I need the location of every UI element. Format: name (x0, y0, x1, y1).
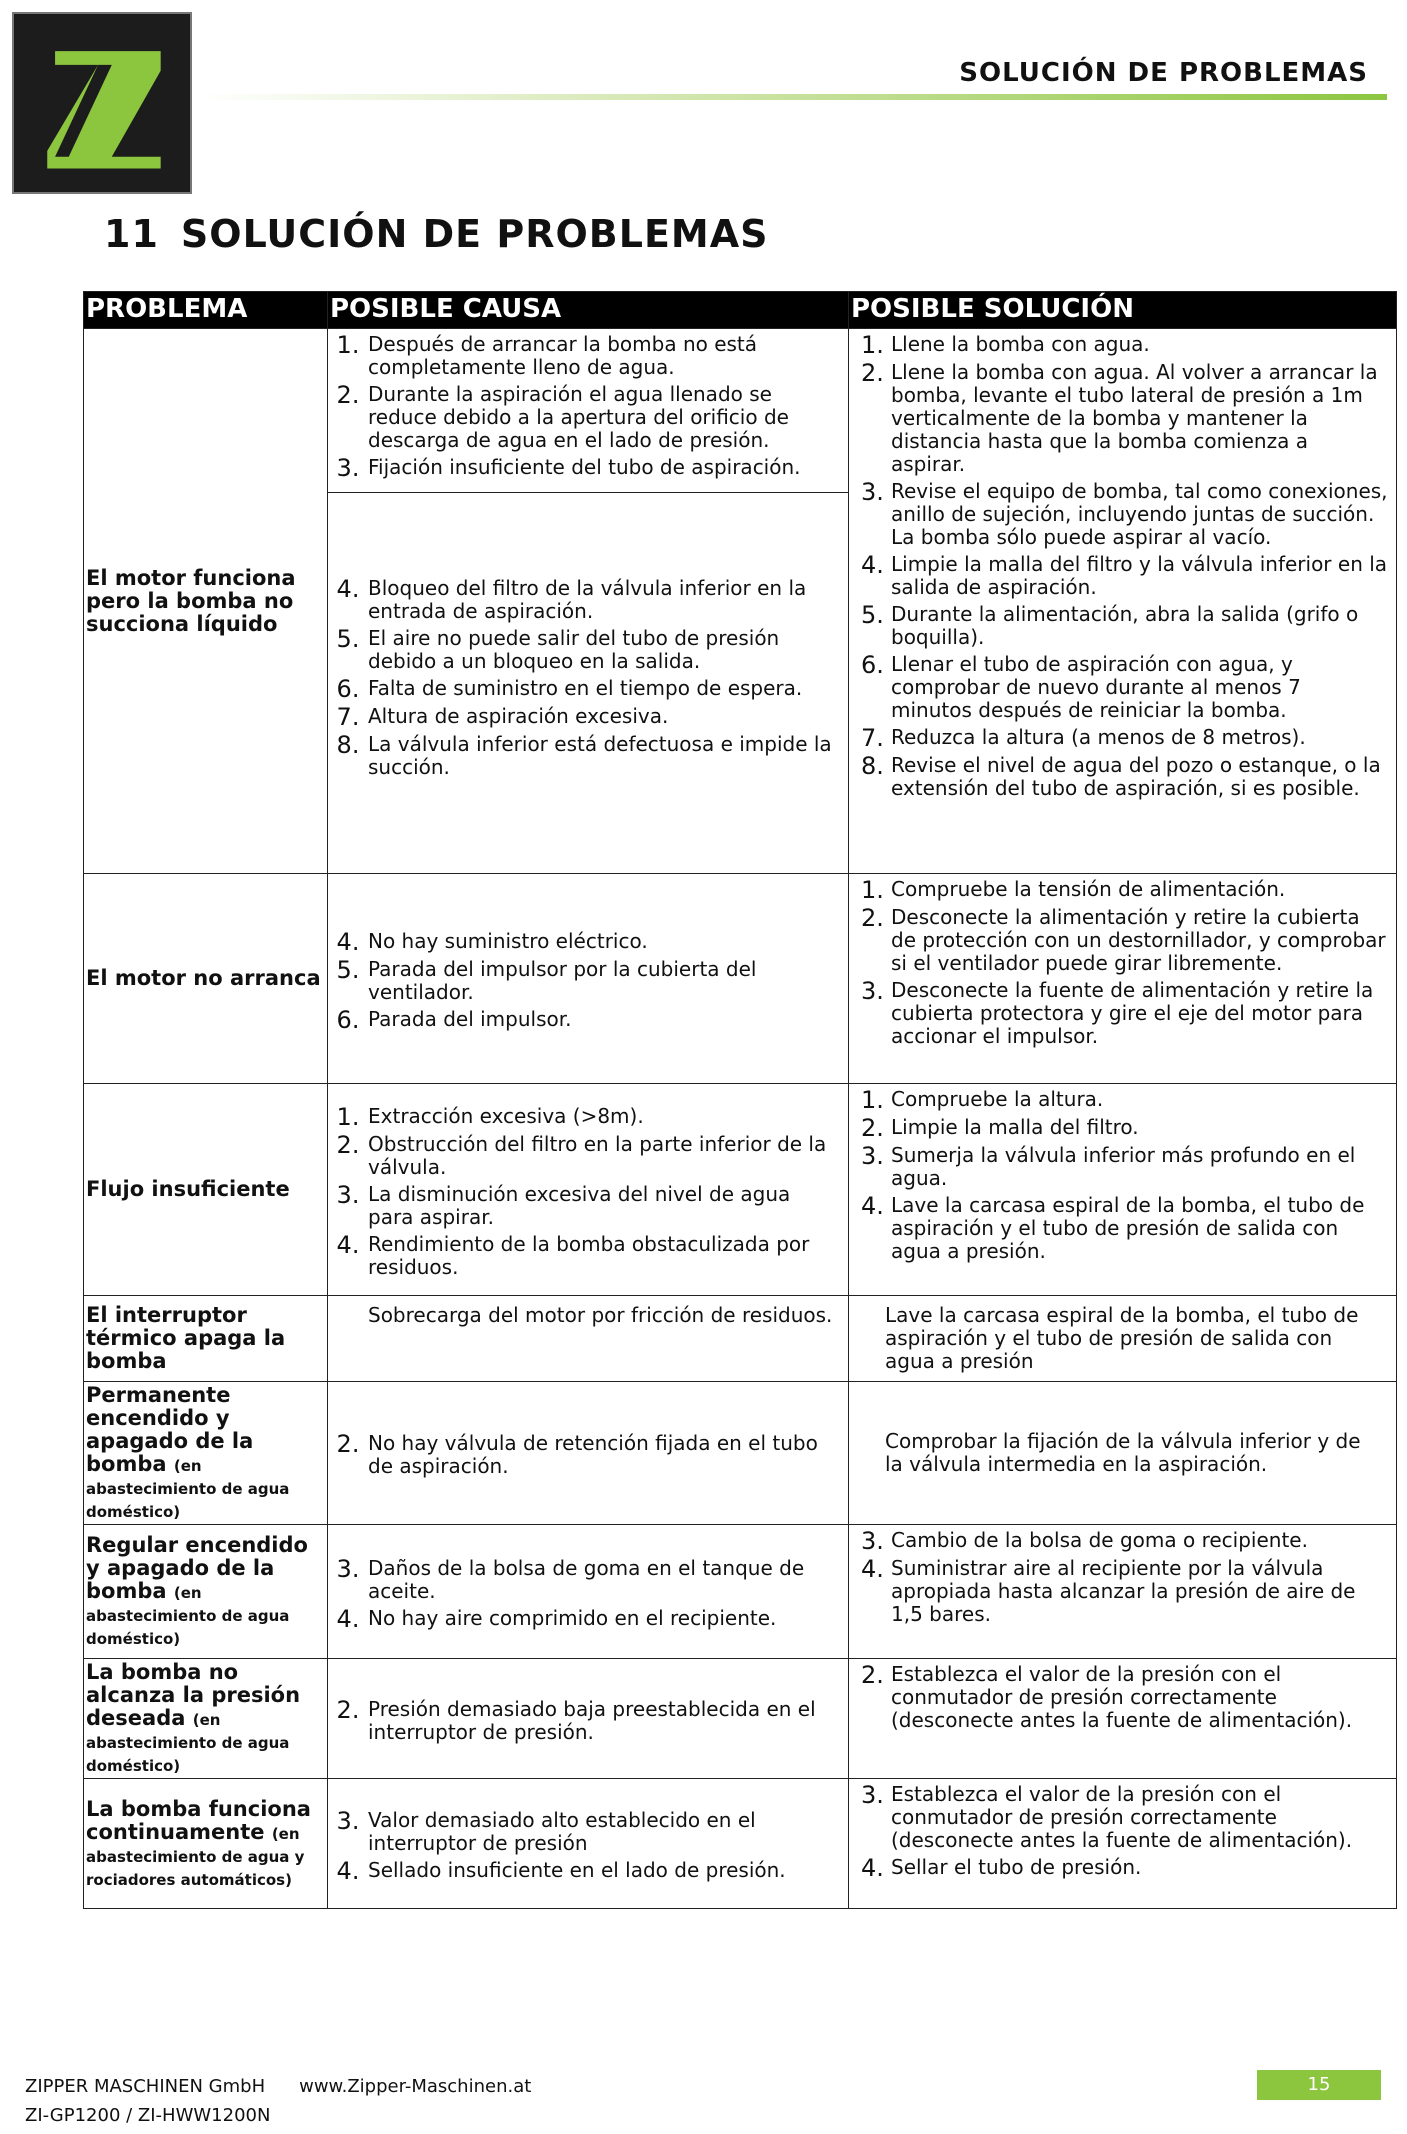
cause-cell (328, 1382, 849, 1525)
cause-spacer (328, 493, 848, 573)
cause-item (328, 333, 848, 379)
cause-text: Altura de aspiración excesiva. (368, 704, 669, 728)
solution-item (849, 1783, 1396, 1852)
solution-number: 3. (861, 478, 884, 506)
problem-note: (en abastecimiento de agua doméstico) (86, 1711, 290, 1775)
problem-note: (en abastecimiento de agua y rociadores automáticos) (86, 1824, 305, 1889)
table-row (84, 329, 1397, 874)
solution-number: 3. (861, 977, 884, 1005)
solution-text: Durante la alimentación, abra la salida (grifo o boquilla). (891, 602, 1359, 649)
cause-text: La válvula inferior está defectuosa e impide la succión. (368, 732, 832, 779)
problem-cell (84, 874, 328, 1084)
solution-item (849, 1663, 1396, 1732)
solution-number: 6. (861, 651, 884, 679)
footer-model: ZI-GP1200 / ZI-HWW1200N (25, 2105, 271, 2126)
table-row (84, 874, 1397, 1084)
cause-text: Falta de suministro en el tiempo de espera. (368, 676, 803, 700)
cause-item (328, 705, 848, 729)
solution-number: 4. (861, 1854, 884, 1882)
solution-number: 3. (861, 1527, 884, 1555)
cause-item (328, 1180, 848, 1229)
cause-text: La disminución excesiva del nivel de agua para aspirar. (368, 1181, 791, 1229)
solution-number: 2. (861, 1661, 884, 1689)
cause-text: Obstrucción del filtro en la parte inferior de la válvula. (368, 1131, 827, 1179)
cause-item (328, 955, 848, 1004)
footer-company-line (25, 2076, 531, 2097)
solution-item (849, 653, 1396, 722)
solution-item (849, 553, 1396, 599)
solution-item (849, 754, 1396, 800)
cause-item (328, 927, 848, 956)
problem-text: El motor funciona pero la bomba no succiona líquido (86, 565, 296, 636)
table-row (84, 1779, 1397, 1909)
solution-text: Limpie la malla del filtro. (891, 1115, 1139, 1139)
cause-text: Bloqueo del filtro de la válvula inferior en la entrada de aspiración. (368, 576, 807, 623)
solution-text: Reduzca la altura (a menos de 8 metros). (891, 725, 1306, 749)
solution-text: Llene la bomba con agua. Al volver a arrancar la bomba, levante el tubo lateral de presión a 1m verticalmente de la bomba y mantener la distancia hasta que la bomba comienza a aspirar. (891, 360, 1378, 476)
footer-website[interactable]: www.Zipper-Maschinen.at (299, 2076, 532, 2097)
cause-number: 3. (336, 454, 360, 482)
cause-text: Fijación insuficiente del tubo de aspiración. (368, 455, 801, 479)
solution-text: Lave la carcasa espiral de la bomba, el tubo de aspiración y el tubo de presión de salida con agua a presión (885, 1303, 1359, 1373)
solution-text: Llenar el tubo de aspiración con agua, y comprobar de nuevo durante al menos 7 minutos después de reiniciar la bomba. (891, 652, 1301, 722)
solution-text: Compruebe la altura. (891, 1087, 1104, 1111)
solution-cell (849, 874, 1397, 1084)
solution-cell (849, 1525, 1397, 1659)
cause-text: No hay válvula de retención fijada en el tubo de aspiración. (368, 1431, 818, 1478)
solution-item (849, 1856, 1396, 1880)
solution-number: 2. (861, 359, 884, 387)
cause-text: Extracción excesiva (>8m). (368, 1103, 644, 1128)
section-title (104, 212, 769, 256)
solution-item (849, 1088, 1396, 1112)
problem-cell (84, 1525, 328, 1659)
problem-cell (84, 1296, 328, 1382)
table-row (84, 1525, 1397, 1659)
solution-text: Llene la bomba con agua. (891, 332, 1150, 356)
cause-item (328, 1554, 848, 1603)
solution-item (849, 979, 1396, 1048)
cause-text: Después de arrancar la bomba no está completamente lleno de agua. (368, 332, 758, 379)
cause-item (328, 733, 848, 779)
problem-text: Regular encendido y apagado de la bomba (86, 1533, 308, 1603)
problem-text: El motor no arranca (86, 966, 321, 990)
solution-item (849, 1194, 1396, 1263)
cause-number: 7. (336, 703, 360, 731)
cause-number: 6. (336, 1005, 360, 1034)
cause-number: 3. (336, 1180, 360, 1209)
troubleshooting-table (83, 291, 1397, 1909)
solution-text: Limpie la malla del filtro y la válvula inferior en la salida de aspiración. (891, 552, 1388, 599)
problem-cell (84, 329, 328, 874)
solution-item (849, 1116, 1396, 1140)
solution-item (849, 361, 1396, 476)
cause-text: Sellado insuficiente en el lado de presión. (368, 1857, 786, 1882)
table-row (84, 1659, 1397, 1779)
solution-text: Sumerja la válvula inferior más profundo en el agua. (891, 1143, 1356, 1190)
cause-item (328, 1102, 848, 1131)
cause-text: Rendimiento de la bomba obstaculizada por residuos. (368, 1231, 810, 1279)
solution-item (849, 878, 1396, 902)
solution-cell (849, 1084, 1397, 1296)
header-cause: POSIBLE CAUSA (328, 292, 849, 329)
cause-item (328, 627, 848, 673)
cause-number: 2. (336, 381, 360, 409)
solution-cell (849, 1382, 1397, 1525)
solution-text: Establezca el valor de la presión con el conmutador de presión correctamente (desconecte antes la fuente de alimentación). (891, 1662, 1353, 1732)
solution-number: 2. (861, 904, 884, 932)
cause-number: 2. (336, 1130, 360, 1159)
solution-number: 1. (861, 331, 884, 359)
solution-cell (849, 329, 1397, 874)
solution-item (849, 1557, 1396, 1626)
cause-item (328, 383, 848, 452)
cause-text: Sobrecarga del motor por fricción de residuos. (368, 1303, 833, 1327)
problem-note: (en abastecimiento de agua doméstico) (86, 1584, 290, 1648)
cause-item (328, 1432, 848, 1478)
solution-text: Desconecte la alimentación y retire la cubierta de protección con un destornillador, y comprobar si el ventilador puede girar libremente. (891, 905, 1386, 975)
cause-cell (328, 1296, 849, 1382)
zipper-logo (12, 12, 192, 194)
cause-number: 4. (336, 1230, 360, 1259)
cause-item (328, 677, 848, 701)
cause-number: 6. (336, 675, 360, 703)
solution-text: Sellar el tubo de presión. (891, 1855, 1142, 1879)
cause-text: Daños de la bolsa de goma en el tanque de aceite. (368, 1555, 805, 1603)
solution-text: Lave la carcasa espiral de la bomba, el tubo de aspiración y el tubo de presión de salida con agua a presión. (891, 1193, 1365, 1263)
solution-number: 1. (861, 876, 884, 904)
header-solution: POSIBLE SOLUCIÓN (849, 292, 1397, 329)
cause-text: Presión demasiado baja preestablecida en el interruptor de presión. (368, 1696, 816, 1744)
solution-cell (849, 1779, 1397, 1909)
solution-number: 4. (861, 1555, 884, 1583)
solution-item (849, 726, 1396, 750)
cause-number: 2. (336, 1695, 360, 1724)
solution-text: Establezca el valor de la presión con el conmutador de presión correctamente (desconecte antes la fuente de alimentación). (891, 1782, 1353, 1852)
cause-text: Valor demasiado alto establecido en el interruptor de presión (368, 1807, 756, 1855)
table-row (84, 1382, 1397, 1525)
cause-text: Parada del impulsor. (368, 1006, 572, 1031)
solution-number: 7. (861, 724, 884, 752)
cause-cell (328, 1525, 849, 1659)
cause-item (328, 1806, 848, 1855)
table-header-row (84, 292, 1397, 329)
cause-cell (328, 1084, 849, 1296)
page-number: 15 (1257, 2070, 1381, 2100)
solution-item (849, 1144, 1396, 1190)
cause-number: 1. (336, 331, 360, 359)
solution-text: Cambio de la bolsa de goma o recipiente. (891, 1528, 1308, 1552)
problem-text: La bomba no alcanza la presión deseada (86, 1660, 301, 1730)
header-title: SOLUCIÓN DE PROBLEMAS (959, 58, 1368, 88)
solution-text: Compruebe la tensión de alimentación. (891, 877, 1286, 901)
solution-number: 3. (861, 1781, 884, 1809)
problem-text: La bomba funciona continuamente (86, 1796, 311, 1844)
solution-cell (849, 1296, 1397, 1382)
cause-text: No hay suministro eléctrico. (368, 928, 648, 953)
cause-text: El aire no puede salir del tubo de presión debido a un bloqueo en la salida. (368, 626, 780, 673)
footer-company: ZIPPER MASCHINEN GmbH (25, 2076, 266, 2097)
problem-text: El interruptor térmico apaga la bomba (86, 1303, 286, 1373)
solution-number: 4. (861, 551, 884, 579)
cause-number: 4. (336, 1604, 360, 1633)
solution-number: 2. (861, 1114, 884, 1142)
solution-item (849, 480, 1396, 549)
section-number: 11 (104, 212, 159, 256)
cause-item (328, 1005, 848, 1034)
cause-number: 5. (336, 625, 360, 653)
cause-item (328, 456, 848, 480)
problem-cell (84, 1084, 328, 1296)
cause-number: 4. (336, 927, 360, 956)
solution-item (849, 1529, 1396, 1553)
table-row (84, 1084, 1397, 1296)
cause-number: 2. (336, 1430, 360, 1458)
header-problem: PROBLEMA (84, 292, 328, 329)
cause-item (328, 1230, 848, 1279)
zipper-z-logo-icon (14, 14, 190, 192)
cause-cell (328, 329, 849, 874)
problem-cell (84, 1382, 328, 1525)
solution-number: 8. (861, 752, 884, 780)
solution-text: Desconecte la fuente de alimentación y retire la cubierta protectora y gire el eje del motor para accionar el impulsor. (891, 978, 1374, 1048)
solution-text: Comprobar la fijación de la válvula inferior y de la válvula intermedia en la aspiración. (885, 1429, 1361, 1476)
cause-item (328, 1695, 848, 1744)
problem-text: Flujo insuficiente (86, 1177, 290, 1201)
problem-note: (en abastecimiento de agua doméstico) (86, 1457, 290, 1521)
cause-number: 3. (336, 1554, 360, 1583)
cause-number: 4. (336, 1856, 360, 1885)
cause-item (328, 577, 848, 623)
cause-text: Parada del impulsor por la cubierta del ventilador. (368, 956, 757, 1004)
cause-number: 3. (336, 1806, 360, 1835)
header-divider (200, 94, 1387, 100)
cause-cell (328, 874, 849, 1084)
cause-number: 4. (336, 575, 360, 603)
cause-number: 1. (336, 1102, 360, 1131)
solution-cell (849, 1659, 1397, 1779)
cause-number: 5. (336, 955, 360, 984)
cause-cell (328, 1779, 849, 1909)
cause-item (328, 1856, 848, 1885)
solution-number: 5. (861, 601, 884, 629)
solution-item (849, 603, 1396, 649)
problem-cell (84, 1659, 328, 1779)
problem-cell (84, 1779, 328, 1909)
problem-text: Permanente encendido y apagado de la bomba (86, 1383, 254, 1476)
solution-item (849, 906, 1396, 975)
cause-item (328, 1130, 848, 1179)
cause-text: No hay aire comprimido en el recipiente. (368, 1605, 777, 1630)
section-heading: SOLUCIÓN DE PROBLEMAS (180, 212, 769, 256)
solution-item (849, 333, 1396, 357)
solution-text: Suministrar aire al recipiente por la válvula apropiada hasta alcanzar la presión de aire de 1,5 bares. (891, 1556, 1356, 1626)
cause-number: 8. (336, 731, 360, 759)
solution-number: 1. (861, 1086, 884, 1114)
solution-number: 4. (861, 1192, 884, 1220)
cause-cell (328, 1659, 849, 1779)
solution-text: Revise el equipo de bomba, tal como conexiones, anillo de sujeción, incluyendo juntas de succión. La bomba sólo puede aspirar al vacío. (891, 479, 1388, 549)
table-row (84, 1296, 1397, 1382)
solution-text: Revise el nivel de agua del pozo o estanque, o la extensión del tubo de aspiración, si es posible. (891, 753, 1381, 800)
solution-number: 3. (861, 1142, 884, 1170)
cause-item (328, 1604, 848, 1633)
cause-text: Durante la aspiración el agua llenado se reduce debido a la apertura del orificio de descarga de agua en el lado de presión. (368, 382, 789, 452)
